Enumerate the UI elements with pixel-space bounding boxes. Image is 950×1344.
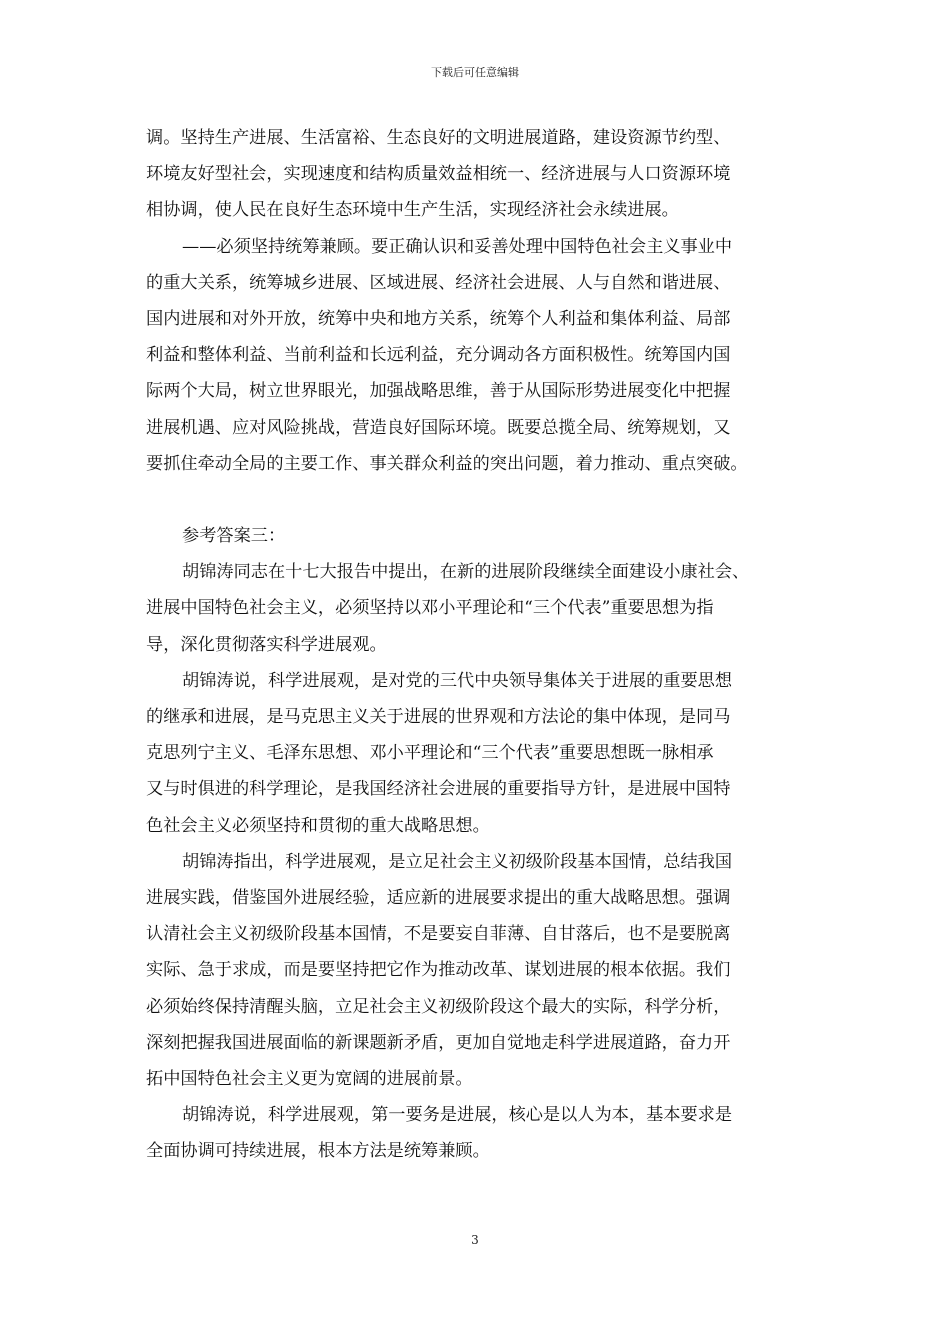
paragraph-start-line: 胡锦涛指出，科学进展观，是立足社会主义初级阶段基本国情，总结我国 xyxy=(182,851,733,872)
text-line: 环境友好型社会，实现速度和结构质量效益相统一、经济进展与人口资源环境 xyxy=(146,164,731,185)
text-line: 克思列宁主义、毛泽东思想、邓小平理论和“三个代表”重要思想既一脉相承 xyxy=(146,743,714,764)
page-number: 3 xyxy=(471,1233,479,1247)
text-line: 要抓住牵动全局的主要工作、事关群众利益的突出问题，着力推动、重点突破。 xyxy=(146,453,748,474)
text-line: 国内进展和对外开放，统筹中央和地方关系，统筹个人利益和集体利益、局部 xyxy=(146,308,731,329)
text-line: 进展中国特色社会主义，必须坚持以邓小平理论和“三个代表”重要思想为指 xyxy=(146,598,714,619)
text-line: 进展机遇、应对风险挑战，营造良好国际环境。既要总揽全局、统筹规划，又 xyxy=(146,417,731,438)
text-line: 的继承和进展，是马克思主义关于进展的世界观和方法论的集中体现，是同马 xyxy=(146,707,731,727)
text-line: 深刻把握我国进展面临的新课题新矛盾，更加自觉地走科学进展道路，奋力开 xyxy=(146,1032,731,1053)
section-heading: 参考答案三： xyxy=(182,526,286,547)
text-line: 利益和整体利益、当前利益和长远利益，充分调动各方面积极性。统筹国内国 xyxy=(146,345,731,366)
paragraph-start-line: ——必须坚持统筹兼顾。要正确认识和妥善处理中国特色社会主义事业中 xyxy=(182,236,733,257)
document-body xyxy=(146,120,810,1169)
text-line: 导，深化贯彻落实科学进展观。 xyxy=(146,634,387,655)
text-line: 进展实践，借鉴国外进展经验，适应新的进展要求提出的重大战略思想。强调 xyxy=(146,887,731,908)
blank-line xyxy=(146,482,810,518)
paragraph-start-line: 胡锦涛同志在十七大报告中提出，在新的进展阶段继续全面建设小康社会、 xyxy=(182,562,750,583)
text-line: 色社会主义必须坚持和贯彻的重大战略思想。 xyxy=(146,815,490,836)
text-line: 实际、急于求成，而是要坚持把它作为推动改革、谋划进展的根本依据。我们 xyxy=(146,960,731,981)
paragraph-start-line: 胡锦涛说，科学进展观，第一要务是进展，核心是以人为本，基本要求是 xyxy=(182,1105,733,1126)
text-line: 调。坚持生产进展、生活富裕、生态良好的文明进展道路，建设资源节约型、 xyxy=(146,128,731,148)
text-line: 相协调，使人民在良好生态环境中生产生活，实现经济社会永续进展。 xyxy=(146,200,679,221)
text-line: 又与时俱进的科学理论，是我国经济社会进展的重要指导方针，是进展中国特 xyxy=(146,779,731,800)
paragraph-start-line: 胡锦涛说，科学进展观，是对党的三代中央领导集体关于进展的重要思想 xyxy=(182,670,733,691)
page-header: 下载后可任意编辑 xyxy=(431,66,519,79)
text-line: 际两个大局，树立世界眼光，加强战略思维，善于从国际形势进展变化中把握 xyxy=(146,381,731,402)
text-line: 拓中国特色社会主义更为宽阔的进展前景。 xyxy=(146,1068,473,1089)
text-line: 的重大关系，统筹城乡进展、区域进展、经济社会进展、人与自然和谐进展、 xyxy=(146,272,731,293)
text-line: 全面协调可持续进展，根本方法是统筹兼顾。 xyxy=(146,1141,490,1162)
text-line: 必须始终保持清醒头脑，立足社会主义初级阶段这个最大的实际，科学分析， xyxy=(146,996,731,1017)
text-line: 认清社会主义初级阶段基本国情，不是要妄自菲薄、自甘落后，也不是要脱离 xyxy=(146,924,731,945)
